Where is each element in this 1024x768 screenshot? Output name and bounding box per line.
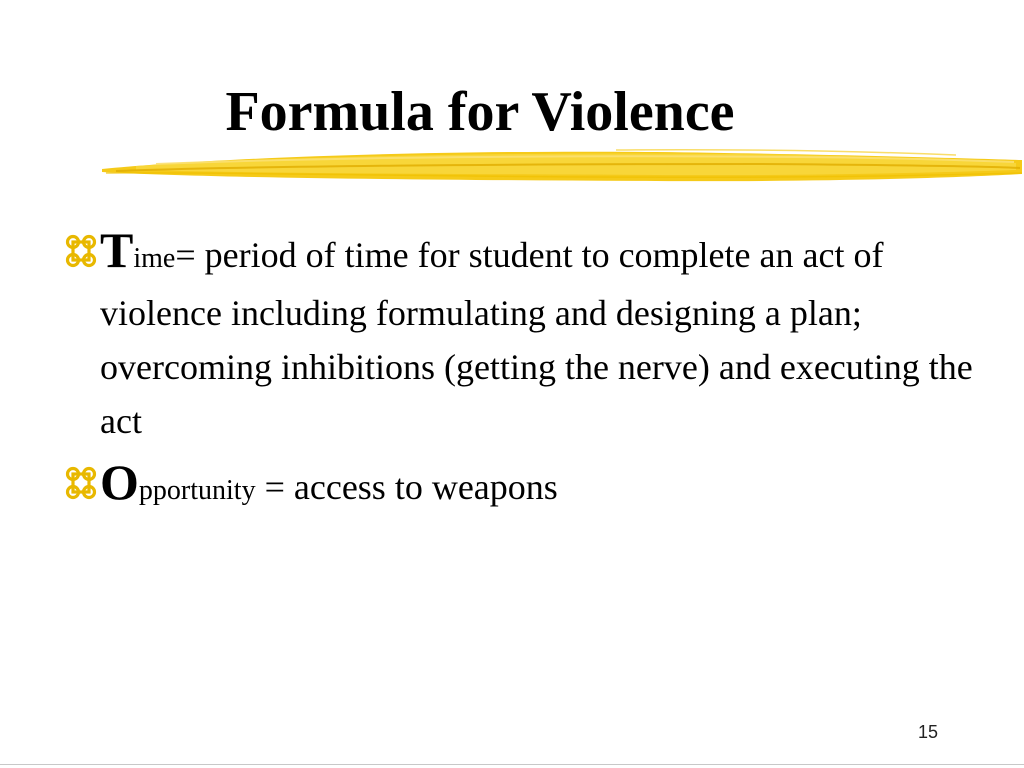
slide-title: Formula for Violence xyxy=(225,81,735,143)
page-number: 15 xyxy=(918,722,939,742)
title-underline-brush-stroke xyxy=(96,142,1024,190)
bottom-divider xyxy=(0,764,1024,765)
command-key-icon xyxy=(64,232,98,270)
bullet-keyword-initial: O xyxy=(100,454,139,510)
bullet-keyword-initial: T xyxy=(100,222,134,278)
command-key-icon xyxy=(64,464,98,502)
bullet-time xyxy=(64,222,984,448)
bullet-opportunity xyxy=(64,454,984,518)
bullet-text: = access to weapons xyxy=(255,467,558,507)
bullet-keyword-rest: pportunity xyxy=(138,475,256,506)
bullet-keyword-rest: ime xyxy=(133,243,176,274)
bullet-text: = period of time for student to complete an act of violence including formulating and designing a plan; overcoming inhibitions (getting the nerve) and executing the act xyxy=(100,235,973,441)
bullet-list xyxy=(64,222,984,518)
